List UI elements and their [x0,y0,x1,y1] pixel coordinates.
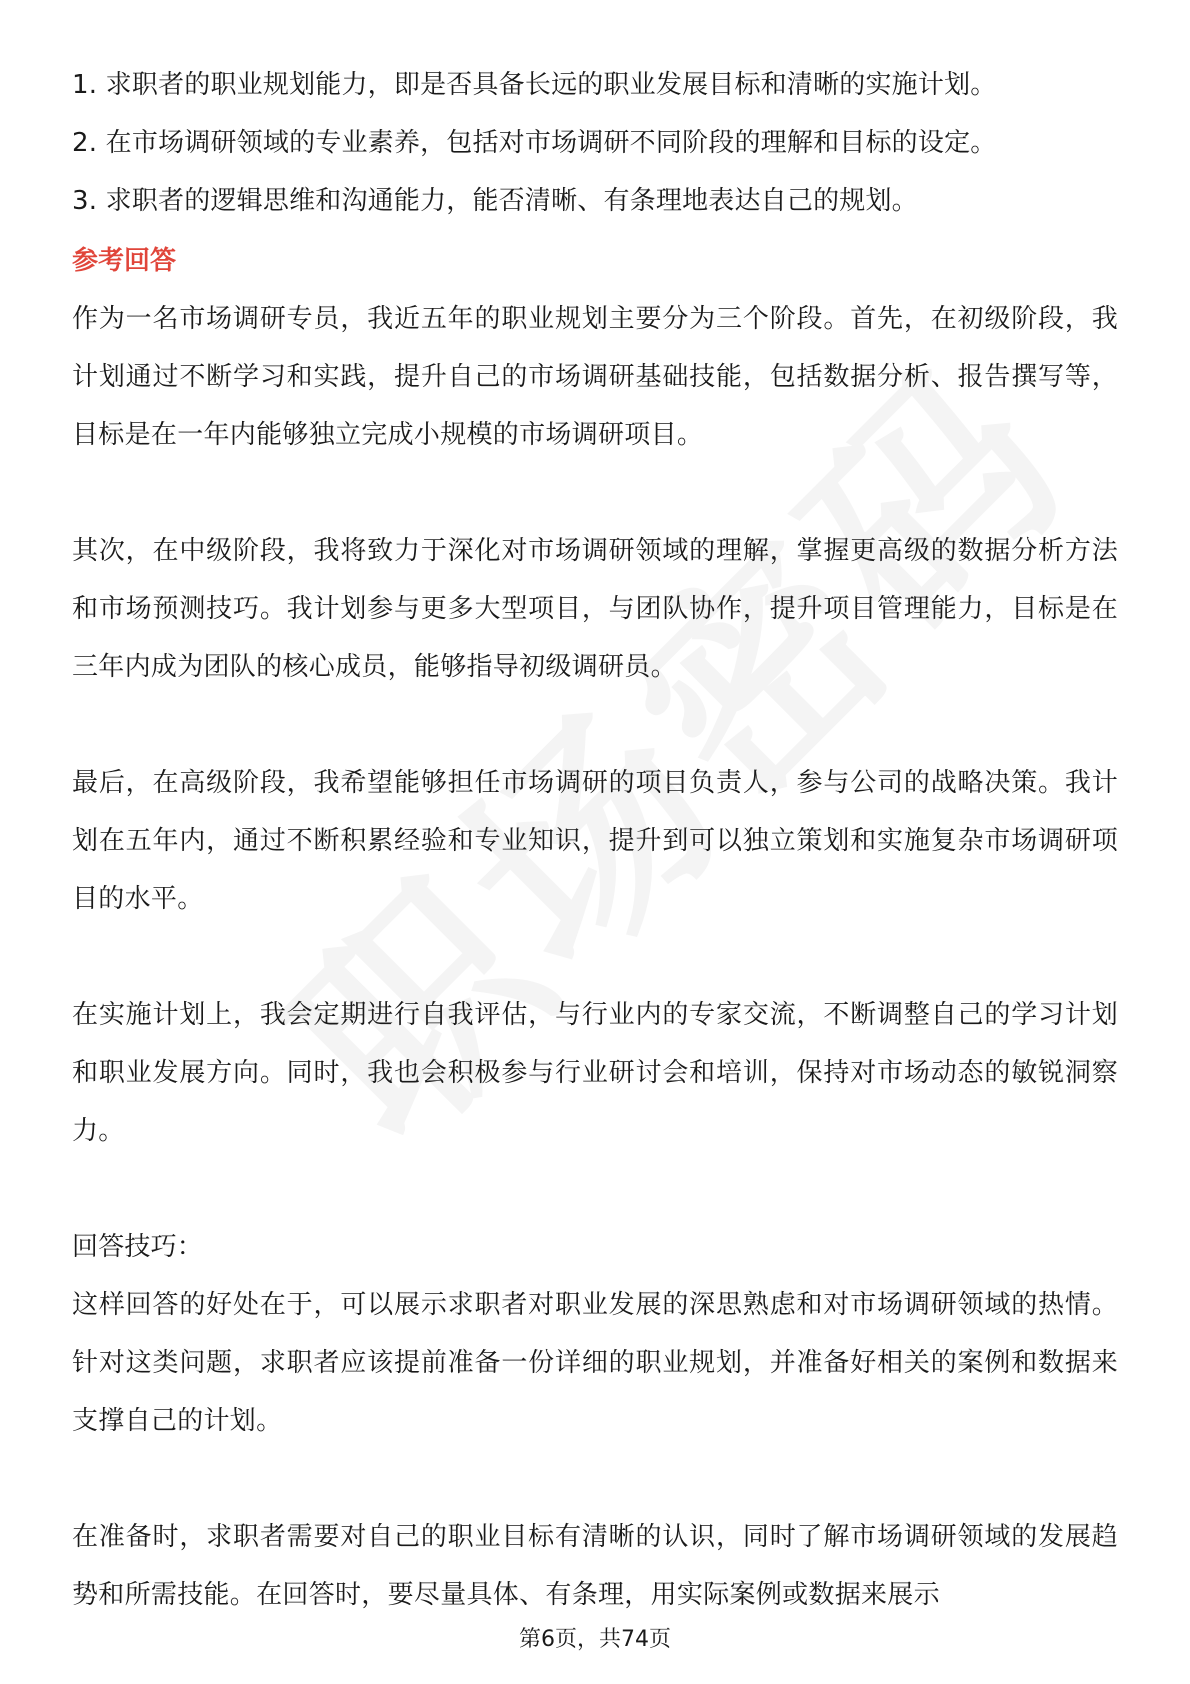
answer-paragraph: 最后，在高级阶段，我希望能够担任市场调研的项目负责人，参与公司的战略决策。我计划在五年内，通过不断积累经验和专业知识，提升到可以独立策划和实施复杂市场调研项目的水平。 [72,768,1118,914]
criteria-list [72,56,1118,230]
tips-paragraph: 在准备时，求职者需要对自己的职业目标有清晰的认识，同时了解市场调研领域的发展趋势和所需技能。在回答时，要尽量具体、有条理，用实际案例或数据来展示 [72,1522,1118,1610]
answer-paragraph: 其次，在中级阶段，我将致力于深化对市场调研领域的理解，掌握更高级的数据分析方法和市场预测技巧。我计划参与更多大型项目，与团队协作，提升项目管理能力，目标是在三年内成为团队的核心成员，能够指导初级调研员。 [72,536,1118,682]
paragraph-gap [72,928,1118,986]
criteria-item: 3. 求职者的逻辑思维和沟通能力，能否清晰、有条理地表达自己的规划。 [72,186,918,216]
paragraph-gap [72,464,1118,522]
paragraph-gap [72,1450,1118,1508]
paragraph-gap [72,1160,1118,1218]
paragraph-gap [72,696,1118,754]
answer-paragraph: 在实施计划上，我会定期进行自我评估，与行业内的专家交流，不断调整自己的学习计划和职业发展方向。同时，我也会积极参与行业研讨会和培训，保持对市场动态的敏锐洞察力。 [72,1000,1118,1146]
tips-paragraph: 这样回答的好处在于，可以展示求职者对职业发展的深思熟虑和对市场调研领域的热情。针对这类问题，求职者应该提前准备一份详细的职业规划，并准备好相关的案例和数据来支撑自己的计划。 [72,1290,1118,1436]
criteria-item: 2. 在市场调研领域的专业素养，包括对市场调研不同阶段的理解和目标的设定。 [72,128,997,158]
criteria-item: 1. 求职者的职业规划能力，即是否具备长远的职业发展目标和清晰的实施计划。 [72,70,997,100]
answer-paragraph: 作为一名市场调研专员，我近五年的职业规划主要分为三个阶段。首先，在初级阶段，我计划通过不断学习和实践，提升自己的市场调研基础技能，包括数据分析、报告撰写等，目标是在一年内能够独立完成小规模的市场调研项目。 [72,304,1118,450]
tips-heading: 回答技巧： [72,1232,204,1262]
page-number-footer: 第6页，共74页 [519,1627,671,1652]
reference-answer-heading: 参考回答 [72,246,177,276]
document-body [72,56,1118,1624]
